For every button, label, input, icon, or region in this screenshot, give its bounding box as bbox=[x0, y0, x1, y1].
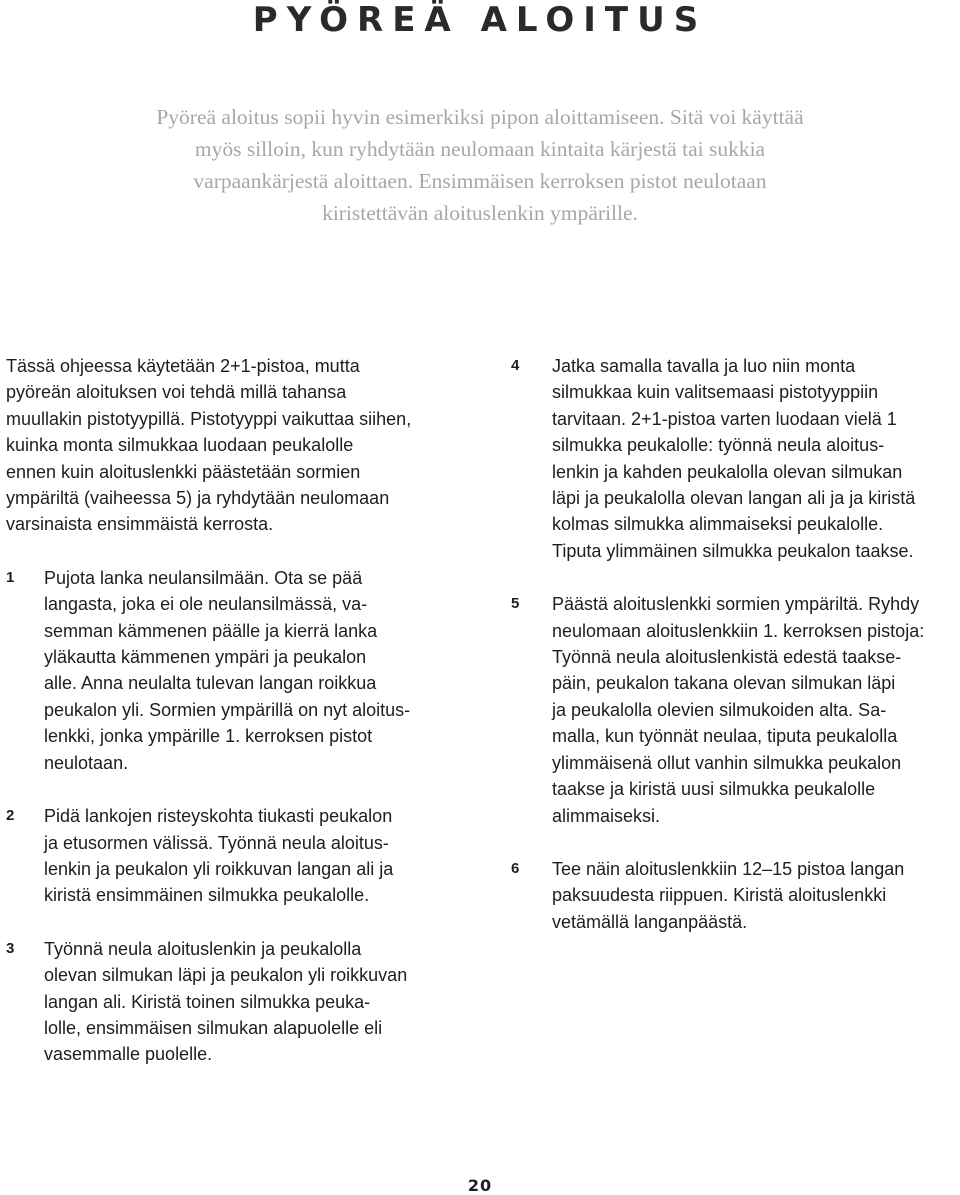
page-number: 20 bbox=[467, 1176, 493, 1195]
step-line: silmukkaa kuin valitsemaasi pistotyyppiin bbox=[552, 382, 879, 403]
step-line: olevan silmukan läpi ja peukalon yli roikkuvan bbox=[44, 965, 408, 986]
step-line: vetämällä langanpäästä. bbox=[552, 911, 748, 932]
step-line: lolle, ensimmäisen silmukan alapuolelle eli bbox=[44, 1017, 383, 1038]
step-line: neulomaan aloituslenkkiin 1. kerroksen pistoja: bbox=[552, 620, 925, 641]
step-4 bbox=[511, 353, 960, 564]
step-line: lenkki, jonka ympärille 1. kerroksen pistot bbox=[44, 726, 373, 747]
step-line: ylimmäisenä ollut vanhin silmukka peukalon bbox=[552, 752, 902, 773]
step-number: 3 bbox=[6, 939, 15, 957]
step-line: alle. Anna neulalta tulevan langan roikkua bbox=[44, 673, 377, 694]
step-text bbox=[552, 856, 960, 935]
lead-line: ympäriltä (vaiheessa 5) ja ryhdytään neulomaan bbox=[6, 488, 390, 509]
page-title: PYÖREÄ ALOITUS bbox=[252, 0, 708, 40]
step-number: 2 bbox=[6, 807, 15, 825]
step-line: malla, kun työnnät neulaa, tiputa peukalolla bbox=[552, 726, 898, 747]
step-line: langan ali. Kiristä toinen silmukka peuka- bbox=[44, 991, 371, 1012]
step-line: Pidä lankojen risteyskohta tiukasti peukalon bbox=[44, 806, 393, 827]
step-text bbox=[552, 353, 960, 564]
lead-paragraph bbox=[6, 353, 461, 538]
step-6 bbox=[511, 856, 960, 935]
intro-line: kiristettävän aloituslenkin ympärille. bbox=[322, 201, 638, 225]
intro-line: myös silloin, kun ryhdytään neulomaan kintaita kärjestä tai sukkia bbox=[194, 137, 766, 161]
intro-line: Pyöreä aloitus sopii hyvin esimerkiksi pipon aloittamiseen. Sitä voi käyttää bbox=[156, 105, 804, 129]
step-line: läpi ja peukalolla olevan langan ali ja ja kiristä bbox=[552, 488, 916, 509]
lead-line: kuinka monta silmukkaa luodaan peukalolle bbox=[6, 435, 354, 456]
step-line: Työnnä neula aloituslenkin ja peukalolla bbox=[44, 938, 362, 959]
intro-paragraph bbox=[100, 101, 860, 229]
lead-line: pyöreän aloituksen voi tehdä millä tahansa bbox=[6, 382, 347, 403]
step-text bbox=[44, 803, 461, 909]
step-line: kolmas silmukka alimmaiseksi peukalolle. bbox=[552, 514, 884, 535]
step-line: taakse ja kiristä uusi silmukka peukalolle bbox=[552, 779, 876, 800]
step-line: Päästä aloituslenkki sormien ympäriltä. Ryhdy bbox=[552, 594, 920, 615]
intro-line: varpaankärjestä aloittaen. Ensimmäisen kerroksen pistot neulotaan bbox=[193, 169, 767, 193]
step-line: Tiputa ylimmäinen silmukka peukalon taakse. bbox=[552, 540, 914, 561]
step-number: 6 bbox=[511, 859, 520, 877]
step-line: silmukka peukalolle: työnnä neula aloitus- bbox=[552, 435, 885, 456]
step-line: peukalon yli. Sormien ympärillä on nyt aloitus- bbox=[44, 699, 411, 720]
step-line: yläkautta kämmenen ympäri ja peukalon bbox=[44, 647, 367, 668]
step-line: lenkin ja kahden peukalolla olevan silmukan bbox=[552, 461, 903, 482]
step-line: kiristä ensimmäinen silmukka peukalolle. bbox=[44, 885, 370, 906]
step-5 bbox=[511, 591, 960, 829]
step-line: neulotaan. bbox=[44, 752, 129, 773]
step-text bbox=[552, 591, 960, 829]
lead-line: Tässä ohjeessa käytetään 2+1-pistoa, mutta bbox=[6, 356, 360, 376]
step-line: Jatka samalla tavalla ja luo niin monta bbox=[552, 356, 856, 376]
step-2 bbox=[6, 803, 461, 909]
step-line: langasta, joka ei ole neulansilmässä, va- bbox=[44, 594, 368, 615]
step-3 bbox=[6, 936, 461, 1068]
step-line: tarvitaan. 2+1-pistoa varten luodaan vielä 1 bbox=[552, 408, 897, 429]
step-number: 4 bbox=[511, 357, 520, 374]
step-line: paksuudesta riippuen. Kiristä aloituslenkki bbox=[552, 885, 887, 906]
right-column bbox=[511, 353, 960, 935]
lead-line: ennen kuin aloituslenkki päästetään sormien bbox=[6, 461, 361, 482]
step-line: ja etusormen välissä. Työnnä neula aloitus- bbox=[44, 832, 389, 853]
lead-line: varsinaista ensimmäistä kerrosta. bbox=[6, 514, 274, 535]
step-line: ja peukalolla olevien silmukoiden alta. Sa- bbox=[552, 699, 887, 720]
step-number: 5 bbox=[511, 595, 520, 613]
step-line: Pujota lanka neulansilmään. Ota se pää bbox=[44, 567, 363, 588]
lead-line: muullakin pistotyypillä. Pistotyyppi vaikuttaa siihen, bbox=[6, 408, 412, 429]
left-column bbox=[6, 353, 461, 1068]
step-text bbox=[44, 936, 461, 1068]
step-line: päin, peukalon takana olevan silmukan läpi bbox=[552, 673, 896, 694]
step-line: alimmaiseksi. bbox=[552, 805, 661, 826]
step-line: lenkin ja peukalon yli roikkuvan langan ali ja bbox=[44, 858, 394, 879]
step-line: Työnnä neula aloituslenkistä edestä taakse- bbox=[552, 647, 902, 668]
step-line: vasemmalle puolelle. bbox=[44, 1044, 213, 1065]
step-line: semman kämmenen päälle ja kierrä lanka bbox=[44, 620, 378, 641]
step-text bbox=[44, 565, 461, 776]
step-1 bbox=[6, 565, 461, 776]
step-number: 1 bbox=[6, 568, 15, 586]
step-line: Tee näin aloituslenkkiin 12–15 pistoa langan bbox=[552, 858, 905, 879]
